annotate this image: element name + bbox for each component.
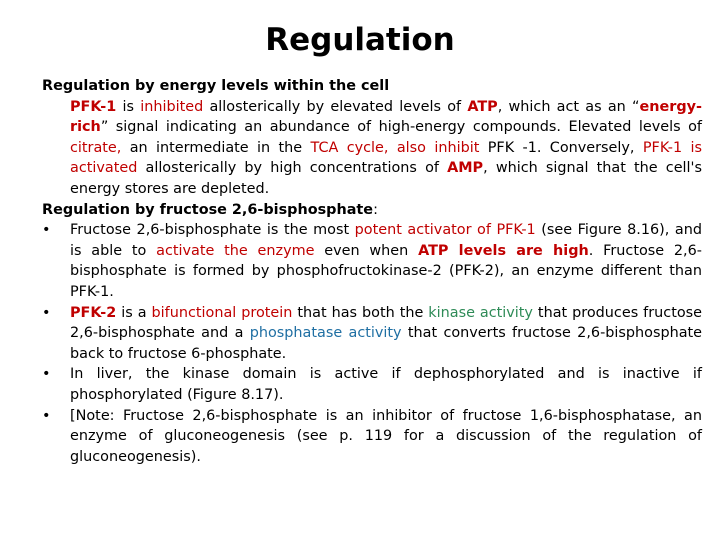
term-bifunctional-protein: bifunctional protein [151,304,293,321]
paragraph-energy-regulation [42,97,702,200]
text-span: In liver, the kinase domain is active if dephosphorylated and is inactive if phosphorylated (Figure 8.17). [70,366,702,403]
text-span: ” signal indicating an abundance of high-energy compounds. Elevated levels of [100,119,702,136]
heading-f26bp [42,200,702,221]
text-span: allosterically by elevated levels of [203,98,468,115]
text-span: that converts fructose 2,6-bisphosphate back to fructose 6-phosphate. [70,325,703,362]
text-span: allosterically by high concentrations of [137,160,448,177]
text-span: PFK -1. Conversely, [479,139,643,156]
term-kinase-activity: kinase activity [428,304,533,321]
bullet-dot: • [42,222,51,239]
slide-body [42,76,702,467]
term-pfk2: PFK-2 [70,304,117,321]
term-atp: ATP [467,98,498,115]
term-citrate: citrate, [70,139,122,156]
term-phosphatase-activity: phosphatase activity [249,325,402,342]
term-activate-enzyme: activate the enzyme [156,242,315,259]
text-span: that produces fructose 2,6-bisphosphate and a [70,304,702,342]
term-pfk1-activated: PFK-1 is activated [70,139,702,177]
term-tca-cycle: TCA cycle, also inhibit [310,139,480,156]
term-pfk1: PFK-1 [70,98,117,115]
heading-energy-levels: Regulation by energy levels within the cell [42,78,390,94]
text-span: , which act as an “ [497,98,640,115]
bullet-item-2 [42,303,702,365]
text-span: (see Figure 8.16), and is able to [70,222,703,259]
text-span: is [116,98,141,115]
bullet-dot: • [42,304,51,321]
term-inhibited: inhibited [140,98,204,115]
bullet-dot: • [42,366,51,383]
term-amp: AMP [447,160,484,177]
text-span: that has both the [292,304,429,321]
text-span: Fructose 2,6-bisphosphate is the most [70,222,355,239]
heading-f26bp-text: Regulation by fructose 2,6-bisphosphate [42,201,374,218]
term-energy-rich: energy-rich [70,98,702,136]
bullet-dot: • [42,407,51,424]
bullet-item-3 [42,364,702,405]
text-span: even when [314,242,419,259]
text-span: [Note: Fructose 2,6-bisphosphate is an inhibitor of fructose 1,6-bisphosphatase, an enzyme of gluconeogenesis (see p. 119 for a discussion of the regulation of gluconeogenesis). [70,407,702,465]
text-span: an intermediate in the [121,139,311,156]
heading-colon: : [373,201,378,218]
bullet-item-4 [42,406,702,468]
text-span: , which signal that the cell's energy stores are depleted. [70,160,702,197]
term-potent-activator: potent activator of PFK-1 [354,222,536,239]
term-atp-high: ATP levels are high [418,242,589,259]
text-span: is a [116,304,152,321]
bullet-item-1 [42,220,702,302]
text-span: . Fructose 2,6-bisphosphate is formed by phosphofructokinase-2 (PFK-2), an enzyme different than PFK-1. [70,242,702,300]
slide-title: Regulation [265,22,455,58]
